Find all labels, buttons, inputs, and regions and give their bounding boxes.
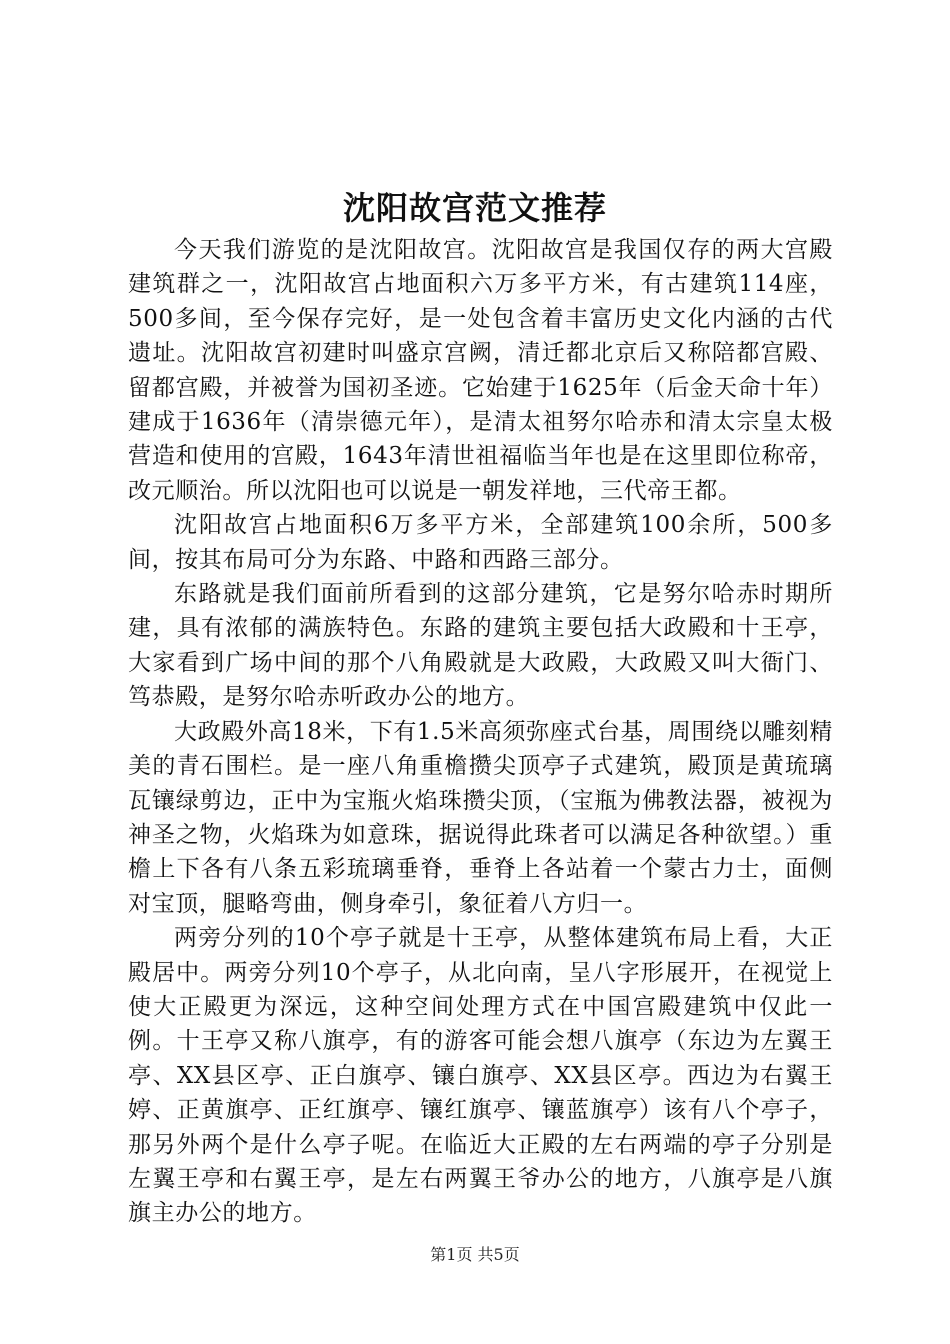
paragraph-5: 两旁分列的10个亭子就是十王亭，从整体建筑布局上看，大正殿居中。两旁分列10个亭子，从北向南，呈八字形展开，在视觉上使大正殿更为深远，这种空间处理方式在中国宫殿建筑中仅此一例。十王亭又称八旗亭，有的游客可能会想八旗亭（东边为左翼王亭、XX县区亭、正白旗亭、镶白旗亭、XX县区亭。西边为右翼王婷、正黄旗亭、正红旗亭、镶红旗亭、镶蓝旗亭）该有八个亭子，那另外两个是什么亭子呢。在临近大正殿的左右两端的亭子分别是左翼王亭和右翼王亭，是左右两翼王爷办公的地方，八旗亭是八旗旗主办公的地方。 xyxy=(128,925,833,1227)
page-footer: 第1页 共5页 xyxy=(430,1245,520,1264)
paragraph-4: 大政殿外高18米，下有1.5米高须弥座式台基，周围绕以雕刻精美的青石围栏。是一座八角重檐攒尖顶亭子式建筑，殿顶是黄琉璃瓦镶绿剪边，正中为宝瓶火焰珠攒尖顶，（宝瓶为佛教法器，被视为神圣之物，火焰珠为如意珠，据说得此珠者可以满足各种欲望。）重檐上下各有八条五彩琉璃垂脊，垂脊上各站着一个蒙古力士，面侧对宝顶，腿略弯曲，侧身牵引，象征着八方归一。 xyxy=(128,718,833,917)
paragraph-3: 东路就是我们面前所看到的这部分建筑，它是努尔哈赤时期所建，具有浓郁的满族特色。东路的建筑主要包括大政殿和十王亭，大家看到广场中间的那个八角殿就是大政殿，大政殿又叫大衙门、笃恭殿，是努尔哈赤听政办公的地方。 xyxy=(128,581,833,711)
page-title: 沈阳故宫范文推荐 xyxy=(342,189,607,227)
paragraph-1: 今天我们游览的是沈阳故宫。沈阳故宫是我国仅存的两大宫殿建筑群之一，沈阳故宫占地面积六万多平方米，有古建筑114座，500多间，至今保存完好，是一处包含着丰富历史文化内涵的古代遗址。沈阳故宫初建时叫盛京宫阙，清迁都北京后又称陪都宫殿、留都宫殿，并被誉为国初圣迹。它始建于1625年（后金天命十年）建成于1636年（清崇德元年），是清太祖努尔哈赤和清太宗皇太极营造和使用的宫殿，1643年清世祖福临当年也是在这里即位称帝，改元顺治。所以沈阳也可以说是一朝发祥地，三代帝王都。 xyxy=(128,237,833,504)
document-body xyxy=(128,233,833,1231)
paragraph-2: 沈阳故宫占地面积6万多平方米，全部建筑100余所，500多间，按其布局可分为东路、中路和西路三部分。 xyxy=(128,512,833,573)
